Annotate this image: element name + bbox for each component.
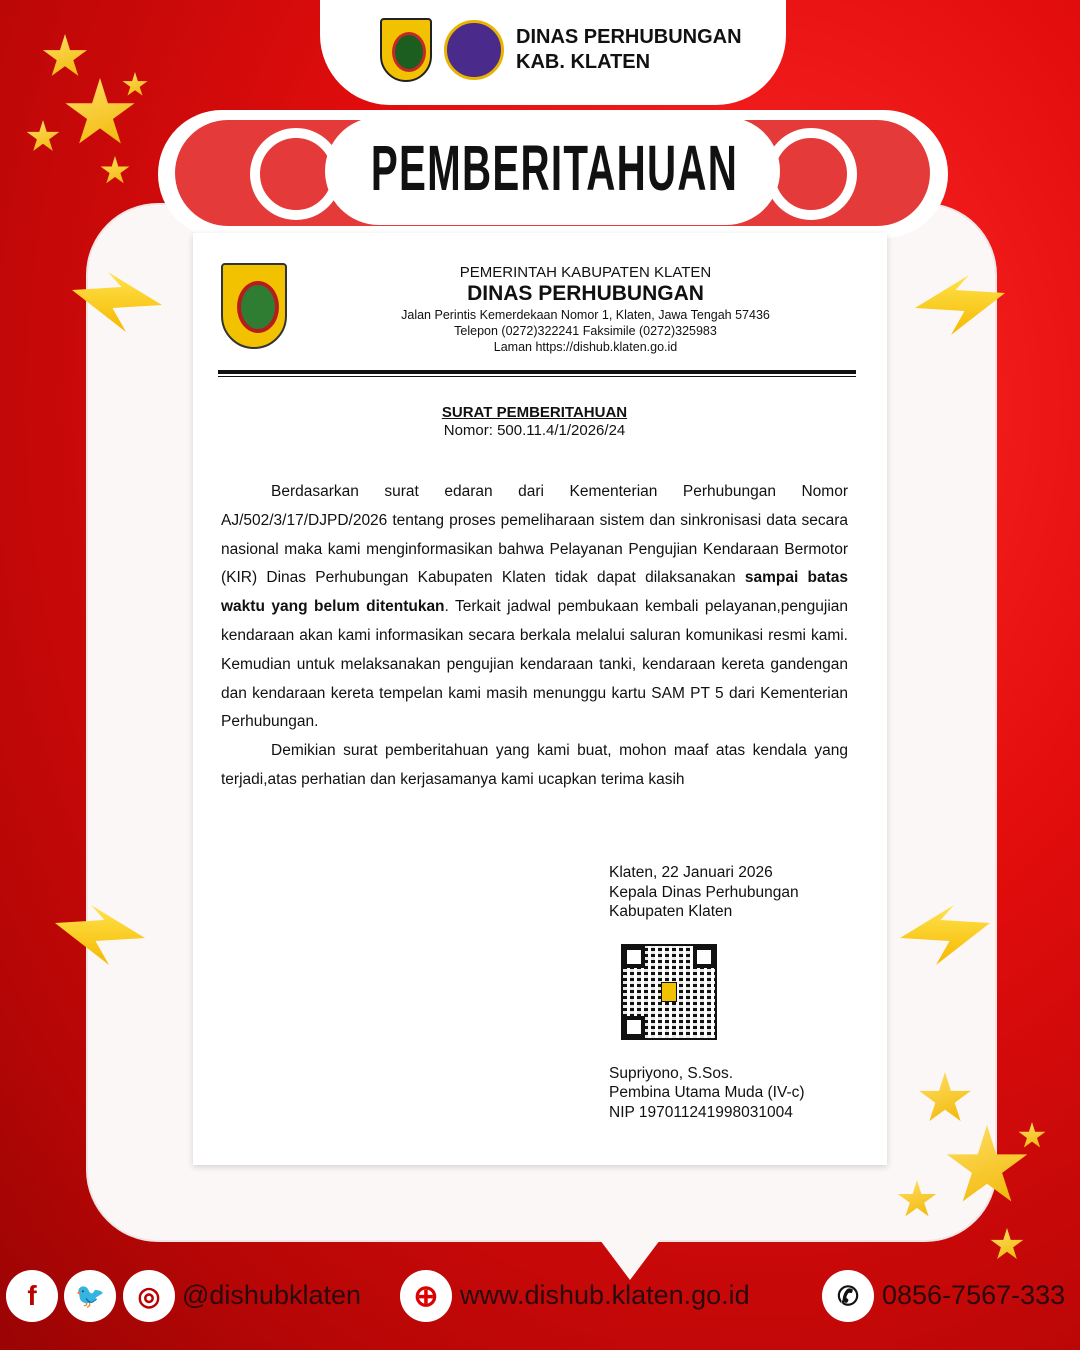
divider (218, 376, 856, 377)
phone-icon: ✆ (822, 1270, 874, 1322)
star-decoration (122, 72, 148, 98)
org-name: DINAS PERHUBUNGAN (516, 26, 742, 48)
star-decoration (100, 156, 130, 186)
instagram-icon[interactable]: ◎ (123, 1270, 175, 1322)
globe-icon: ⊕ (400, 1270, 452, 1322)
signature-block (609, 863, 805, 1122)
star-decoration (26, 120, 60, 154)
letter-number: Nomor: 500.11.4/1/2026/24 (443, 422, 626, 439)
agency-name: DINAS PERHUBUNGAN (467, 282, 704, 305)
signer-nip: NIP 197011241998031004 (609, 1103, 793, 1121)
letter-document (193, 233, 887, 1165)
website-link[interactable]: www.dishub.klaten.go.id (460, 1280, 750, 1310)
star-decoration (990, 1228, 1024, 1262)
page-title: PEMBERITAHUAN (371, 132, 739, 204)
header-logos (380, 18, 742, 82)
paragraph-1 (221, 478, 848, 737)
website: Laman https://dishub.klaten.go.id (493, 340, 678, 354)
emphasis-text: sampai batas waktu yang belum ditentukan (221, 569, 848, 616)
facebook-icon[interactable]: f (6, 1270, 58, 1322)
org-region: KAB. KLATEN (516, 51, 651, 73)
place-date: Klaten, 22 Januari 2026 (609, 864, 773, 881)
signer-rank: Pembina Utama Muda (IV-c) (609, 1084, 805, 1101)
paragraph-2: Demikian surat pemberitahuan yang kami buat, mohon maaf atas kendala yang terjadi,atas perhatian dan kerjasamanya kami ucapkan terima kasih (221, 742, 848, 788)
klaten-emblem-logo (380, 18, 432, 82)
dishub-logo (444, 20, 504, 80)
text: . Terkait jadwal pembukaan kembali pelayanan,pengujian kendaraan akan kami informasikan secara berkala melalui saluran komunikasi resmi kami. Kemudian untuk melaksanakan pengujian kendaraan tanki, kendaraan kereta gandengan dan kendaraan kereta tempelan kami masih menunggu kartu SAM PT 5 dari Kementerian Perhubungan. (221, 598, 849, 731)
gov-name: PEMERINTAH KABUPATEN KLATEN (459, 264, 712, 281)
text: Berdasarkan surat edaran dari Kementerian Perhubungan Nomor AJ/502/3/17/DJPD/2026 tentang proses pemeliharaan sistem dan sinkronisasi data secara nasional maka kami menginformasikan bahwa Pelayanan Pengujian Kendaraan Bermotor (KIR) Dinas Perhubungan Kabupaten Klaten tidak dapat dilaksanakan (221, 483, 848, 587)
signer-position: Kepala Dinas Perhubungan (609, 883, 799, 901)
phone-number[interactable]: 0856-7567-333 (882, 1280, 1066, 1310)
phone-fax: Telepon (0272)322241 Faksimile (0272)325983 (454, 324, 717, 338)
twitter-icon[interactable]: 🐦 (64, 1270, 116, 1322)
letter-body (221, 478, 848, 795)
signer-name: Supriyono, S.Sos. (609, 1064, 734, 1082)
address: Jalan Perintis Kemerdekaan Nomor 1, Klaten, Jawa Tengah 57436 (401, 308, 770, 322)
letter-subject: SURAT PEMBERITAHUAN (441, 404, 628, 421)
star-decoration (1018, 1122, 1046, 1150)
signer-region: Kabupaten Klaten (609, 903, 733, 920)
klaten-emblem-logo (221, 263, 287, 349)
frame-tail (570, 1200, 690, 1280)
title-container (352, 128, 758, 208)
qr-code-signature (621, 944, 717, 1040)
star-decoration (64, 78, 136, 150)
star-decoration (42, 34, 88, 80)
social-handle[interactable]: @dishubklaten (182, 1280, 362, 1310)
divider (218, 370, 856, 374)
footer (0, 1270, 1080, 1325)
